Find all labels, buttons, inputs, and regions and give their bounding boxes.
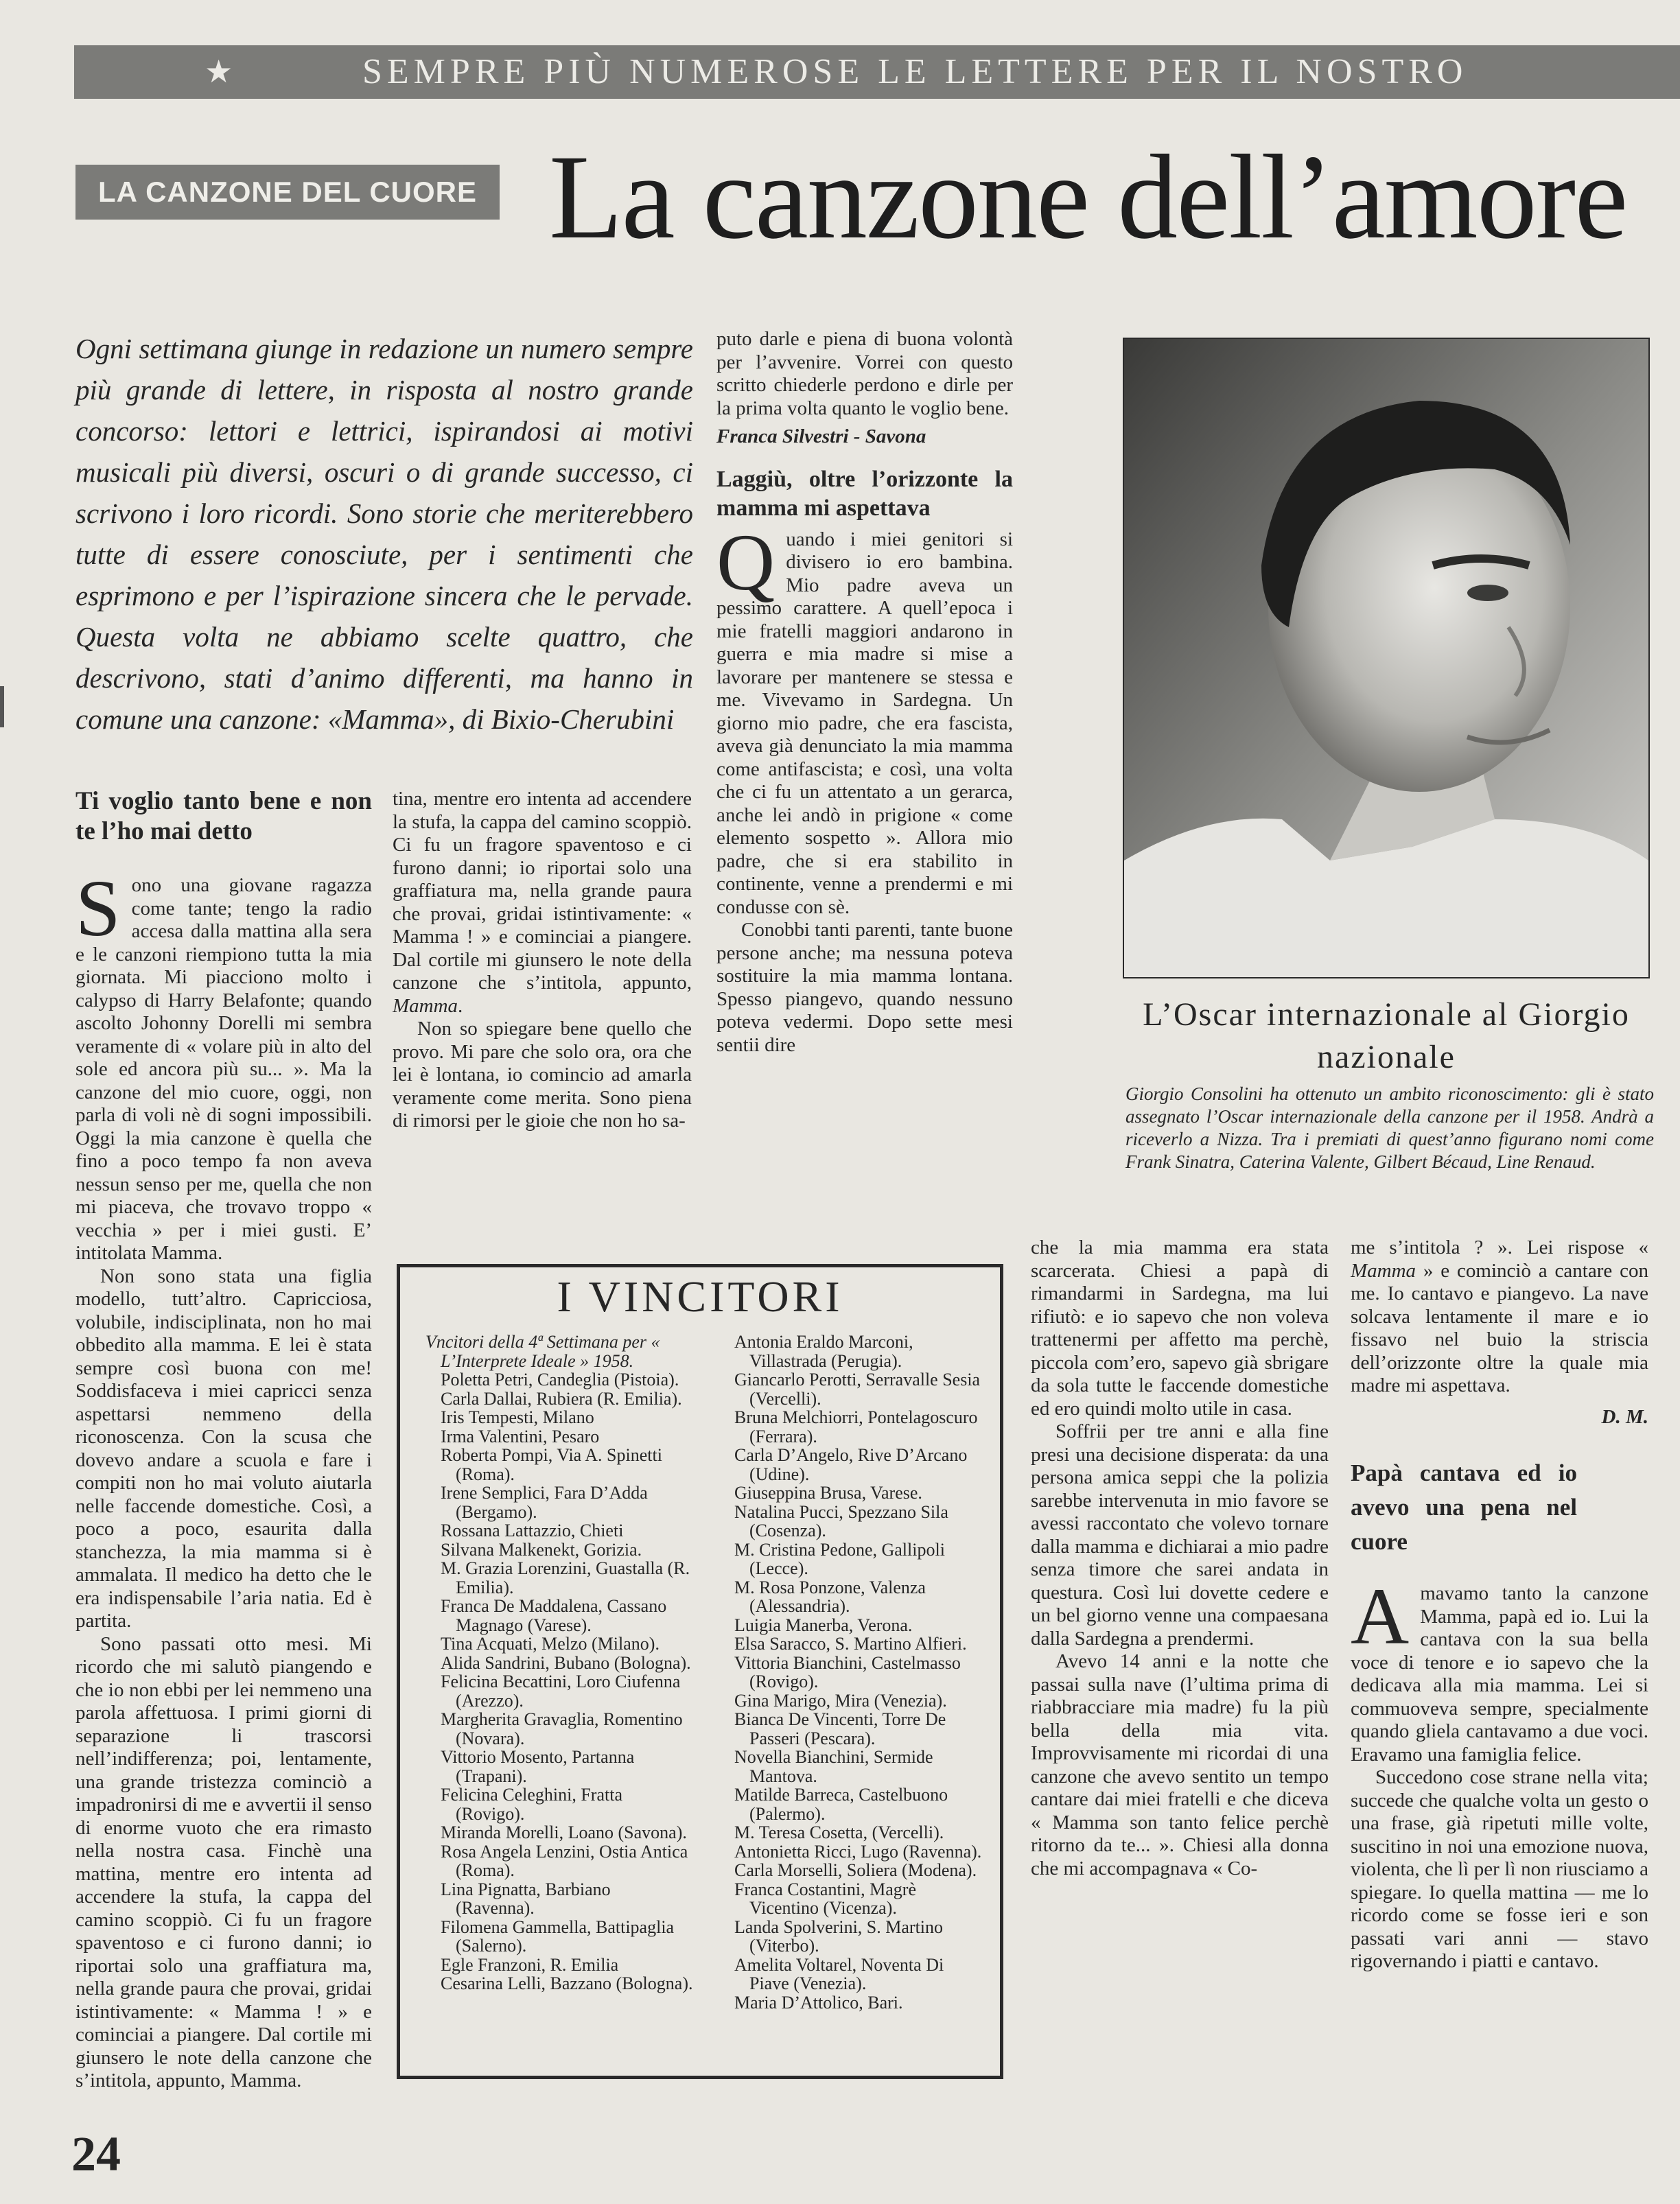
winner-entry: Carla D’Angelo, Rive D’Arcano (Udine). <box>734 1445 968 1484</box>
story2-signature: D. M. <box>1601 1405 1648 1428</box>
winner-entry: Carla Dallai, Rubiera (R. Emilia). <box>441 1388 682 1409</box>
intro-paragraph: Ogni settimana giunge in redazione un numero sempre più grande di lettere, in risposta al nostro grande concorso: lettori e lettrici, ispirandosi ai motivi musicali più diversi, oscuri o di grande successo, ci scrivono i loro ricordi. Sono storie che meriterebbero tutte di essere conosciute, per i sentimenti che esprimono e per l’ispirazione sincera che le pervade. Questa volta ne abbiamo scelte quattro, che descrivono, stati d’animo differenti, ma hanno in comune una canzone: «Mamma», di Bixio-Cherubini <box>75 333 693 735</box>
story3-title: Papà cantava ed io avevo una pena nel cuore <box>1351 1459 1577 1555</box>
winner-entry: Miranda Morelli, Loano (Savona). <box>441 1822 687 1842</box>
winner-entry: Carla Morselli, Soliera (Modena). <box>734 1860 977 1880</box>
banner-text: SEMPRE PIÙ NUMEROSE LE LETTERE PER IL NOSTRO <box>362 52 1468 91</box>
story2-paragraph: Avevo 14 anni e la notte che passai sulla nave (l’ultima prima di riabbracciare mia madre) fu la più bella della mia vita. Improvvisamente mi ricordai di una canzone che avevo sentito un tempo cantare dai miei fratelli e che diceva « Mamma son tanto felice perchè ritorno da te... ». Chiesi alla donna che mi accompagnava « Co- <box>1031 1650 1329 1879</box>
winner-entry: Antonietta Ricci, Lugo (Ravenna). <box>734 1841 982 1862</box>
winner-entry: Vittoria Bianchini, Castelmasso (Rovigo). <box>734 1652 961 1691</box>
winner-entry: Luigia Manerba, Verona. <box>734 1615 913 1635</box>
story2-paragraph: che la mia mamma era stata scarcerata. Chiesi a papà di rimandarmi in Sardegna, ma lui rifiutò: e io sapevo che non voleva trattenermi per affetto ma perchè, piccola com’ero, sapevo già sbrigare da sola tutte le faccende domestiche ed ero quindi molto utile in casa. <box>1031 1236 1329 1420</box>
story2-paragraph: Quando i miei genitori si divisero io ero bambina. Mio padre aveva un pessimo carattere. A quell’epoca i mie fratelli maggiori andarono in guerra e mia madre si mise a lavorare per mantenere se stessa e me. Vivevamo in Sardegna. Un giorno mio padre, che era fascista, aveva già denunciato la mia mamma come antifascista; e così, una volta che ci fu un attentato a un gerarca, anche lei andò in prigione « come elemento sospetto ». Allora mio padre, che si era stabilito in continente, venne a prendermi e mi condusse con sè. <box>716 517 1013 918</box>
column-2 <box>393 788 692 1241</box>
winner-entry: Margherita Gravaglia, Romentino (Novara). <box>441 1709 683 1748</box>
column-1 <box>75 786 372 2090</box>
star-icon: ★ <box>205 54 238 89</box>
story1-paragraph: Sono una giovane ragazza come tante; tengo la radio accesa dalla mattina alla sera e le canzoni riempiono tutta la mia giornata. Mi piacciono molto i calypso di Harry Belafonte; quando ascolto Johonny Dorelli mi sembra veramente di « volare più in alto del sole ed ancora più su... ». Ma la canzone del mio cuore, oggi, non parla di voli nè di sogni impossibili. Oggi la mia canzone è quella che fino a poco tempo fa non aveva nessun senso per me, quella che non mi piaceva, che trovavo troppo « vecchia » per i miei gusti. E’ intitolata Mamma. <box>75 863 372 1264</box>
story1-paragraph: Non sono stata una figlia modello, tutt’altro. Capricciosa, volubile, indisciplinata, non ho mai obbedito alla mamma. E lei è stata sempre così buona con me! Soddisfaceva i miei capricci senza aspettarsi nemmeno della riconoscenza. Con la scusa che dovevo andare a scuola e fare i compiti non ho mai voluto aiutarla nelle faccende domestiche. Così, a poco a poco, esaurita dalla stanchezza, la mia mamma si è ammalata. Il medico ha detto che le era indispensabile l’aria natia. Ed è partita. <box>75 1265 372 1632</box>
story1-paragraph: tina, mentre ero intenta ad accendere la stufa, la cappa del camino scoppiò. Ci fu un fragore spaventoso e ci furono danni; io riportai solo una graffiatura ma, nella grande paura che provai, gridai istintivamente: « Mamma ! » e cominciai a piangere. Dal cortile mi giunsero le note della canzone che s’intitola, appunto, Mamma. <box>393 788 692 1017</box>
story3-paragraph: Amavamo tanto la canzone Mamma, papà ed io. Lui la cantava con la sua bella voce di tenore e io sapevo che la dedicava alla mia mamma. Lei si commuoveva sempre, specialmente quando gliela cantavamo a due voci. Eravamo una famiglia felice. <box>1351 1571 1648 1766</box>
winner-entry: Antonia Eraldo Marconi, Villastrada (Perugia). <box>734 1333 913 1371</box>
story2-paragraph: Soffrii per tre anni e alla fine presi una decisione disperata: da una persona amica seppi che la polizia sarebbe intervenuta in mio favore se avessi raccontato che volevo tornare dalla mamma e dichiarai a mio padre senza timore che sarei andata in questura. Così lui dovette cedere e un bel giorno venne una compaesana dalla Sardegna a prendermi. <box>1031 1420 1329 1650</box>
winner-entry: Cesarina Lelli, Bazzano (Bologna). <box>441 1973 693 1993</box>
portrait-image <box>1124 339 1648 977</box>
winners-column-2 <box>719 1333 987 2067</box>
winner-entry: Bianca De Vincenti, Torre De Passeri (Pescara). <box>734 1709 946 1748</box>
winner-entry: Amelita Voltarel, Noventa Di Piave (Venezia). <box>734 1954 944 1993</box>
winner-entry: Felicina Becattini, Loro Ciufenna (Arezzo). <box>441 1672 681 1711</box>
winner-entry: Rosa Angela Lenzini, Ostia Antica (Roma). <box>441 1841 688 1880</box>
story2-paragraph: Conobbi tanti parenti, tante buone persone anche; ma nessuna poteva sostituire la mia mamma lontana. Spesso piangevo, quando nessuno poteva vedermi. Dopo sette mesi sentii dire <box>716 919 1013 1056</box>
photo-giorgio-consolini <box>1123 338 1650 978</box>
winners-column-1 <box>425 1333 693 2067</box>
winner-entry: Landa Spolverini, S. Martino (Viterbo). <box>734 1916 944 1956</box>
caption-title: L’Oscar internazionale al Giorgio nazionale <box>1143 996 1630 1075</box>
winner-entry: Maria D’Attolico, Bari. <box>734 1992 903 2013</box>
story1-paragraph: Non so spiegare bene quello che provo. Mi pare che solo ora, ora che lei è lontana, io comincio ad amarla veramente come merita. Sono piena di rimorsi per le gioie che non ho sa- <box>393 1018 692 1132</box>
winner-entry: Filomena Gammella, Battipaglia (Salerno). <box>441 1916 675 1956</box>
column-3 <box>716 328 1013 1241</box>
winner-entry: Silvana Malkenekt, Gorizia. <box>441 1539 642 1560</box>
page-number: 24 <box>71 2126 121 2181</box>
winner-entry: M. Cristina Pedone, Gallipoli (Lecce). <box>734 1539 945 1578</box>
winner-entry: Alida Sandrini, Bubano (Bologna). <box>441 1652 691 1673</box>
story1-paragraph: Sono passati otto mesi. Mi ricordo che mi salutò piangendo e che io non ebbi per lei nemmeno una parola affettuosa. I primi giorni di separazione li trascorsi nell’indifferenza; poi, lentamente, una grande tristezza cominciò a impadronirsi di me e avvertii il senso di enorme vuoto che era rimasto nella nostra casa. Finchè una mattina, mentre ero intenta ad accendere la stufa, la cappa del camino scoppiò. Ci fu un fragore spaventoso e ci furono danni; io riportai solo una graffiatura ma, nella grande paura che provai, gridai istintivamente: « Mamma ! » e cominciai a piangere. Dal cortile mi giunsero le note della canzone che s’intitola, appunto, Mamma. <box>75 1632 372 2090</box>
winner-entry: Iris Tempesti, Milano <box>441 1407 594 1427</box>
story2-title: Laggiù, oltre l’orizzonte la mamma mi aspettava <box>716 466 1013 521</box>
winner-entry: Vittorio Mosento, Partanna (Trapani). <box>441 1747 635 1786</box>
winner-entry: Rossana Lattazzio, Chieti <box>441 1521 624 1540</box>
column-5 <box>1351 1236 1648 2101</box>
winner-entry: M. Teresa Cosetta, (Vercelli). <box>734 1822 944 1842</box>
winner-entry: Roberta Pompi, Via A. Spinetti (Roma). <box>441 1445 662 1484</box>
winner-entry: Franca Costantini, Magrè Vicentino (Vicenza). <box>734 1879 916 1918</box>
winner-entry: Tina Acquati, Melzo (Milano). <box>441 1634 660 1654</box>
winner-entry: Giuseppina Brusa, Varese. <box>734 1483 922 1503</box>
winner-entry: Felicina Celeghini, Fratta (Rovigo). <box>441 1785 622 1824</box>
winner-entry: Giancarlo Perotti, Serravalle Sesia (Vercelli). <box>734 1370 981 1409</box>
top-banner <box>74 45 1680 99</box>
story3-paragraph: Succedono cose strane nella vita; succede che qualche volta un gesto o una frase, già ripetuti mille volte, suscitino in noi una emozione nuova, violenta, che lì per lì non riusciamo a spiegare. Io quella mattina — me lo ricordo come se fosse ieri e son passati vari anni — stavo rigovernando i piatti e cantavo. <box>1351 1766 1648 1972</box>
winner-entry: Franca De Maddalena, Cassano Magnago (Varese). <box>441 1596 667 1635</box>
drop-cap: S <box>75 863 121 953</box>
story1-paragraph: puto darle e piena di buona volontà per l’avvenire. Vorrei con questo scritto chiederle perdono e dirle per la prima volta quanto le voglio bene. <box>716 328 1013 419</box>
caption-text: Giorgio Consolini ha ottenuto un ambito riconoscimento: gli è stato assegnato l’Oscar internazionale della canzone per il 1958. Andrà a riceverlo a Nizza. Tra i premiati di quest’anno figurano nomi come Frank Sinatra, Caterina Valente, Gilbert Bécaud, Line Renaud. <box>1125 1083 1654 1172</box>
page-edge-mark <box>0 686 4 727</box>
story2-paragraph: me s’intitola ? ». Lei rispose « Mamma » e cominciò a cantare con me. Io cantavo e piangevo. La nave solcava lentamente il mare e io fissavo nel buio la striscia dell’orizzonte oltre la quale mia madre mi aspettava. <box>1351 1236 1648 1396</box>
headline: La canzone dell’amore <box>549 130 1627 264</box>
winner-entry: Irma Valentini, Pesaro <box>441 1426 600 1446</box>
story1-title: Ti voglio tanto bene e non te l’ho mai detto <box>75 787 372 845</box>
winner-entry: Poletta Petri, Candeglia (Pistoia). <box>441 1370 679 1390</box>
winner-entry: Elsa Saracco, S. Martino Alfieri. <box>734 1634 967 1654</box>
winner-entry: Egle Franzoni, R. Emilia <box>441 1954 619 1975</box>
winner-entry: Natalina Pucci, Spezzano Sila (Cosenza). <box>734 1501 948 1540</box>
winner-entry: M. Rosa Ponzone, Valenza (Alessandria). <box>734 1577 926 1616</box>
column-4 <box>1031 1236 1329 2101</box>
section-tag: LA CANZONE DEL CUORE <box>75 165 500 220</box>
story1-signature: Franca Silvestri - Savona <box>716 425 926 447</box>
winner-entry: Irene Semplici, Fara D’Adda (Bergamo). <box>441 1483 648 1522</box>
drop-cap: Q <box>716 517 775 607</box>
winner-entry: Matilde Barreca, Castelbuono (Palermo). <box>734 1785 948 1824</box>
winner-entry: Lina Pignatta, Barbiano (Ravenna). <box>441 1879 611 1918</box>
winner-entry: Bruna Melchiorri, Pontelagoscuro (Ferrara). <box>734 1407 978 1446</box>
winner-entry: Gina Marigo, Mira (Venezia). <box>734 1690 947 1711</box>
winner-entry: Novella Bianchini, Sermide Mantova. <box>734 1747 933 1786</box>
winner-entry: M. Grazia Lorenzini, Guastalla (R. Emilia). <box>441 1558 690 1597</box>
winners-intro: Vncitori della 4ª Settimana per « L’Interprete Ideale » 1958. <box>425 1333 660 1371</box>
drop-cap: A <box>1351 1571 1410 1661</box>
winners-title: I VINCITORI <box>557 1272 843 1321</box>
